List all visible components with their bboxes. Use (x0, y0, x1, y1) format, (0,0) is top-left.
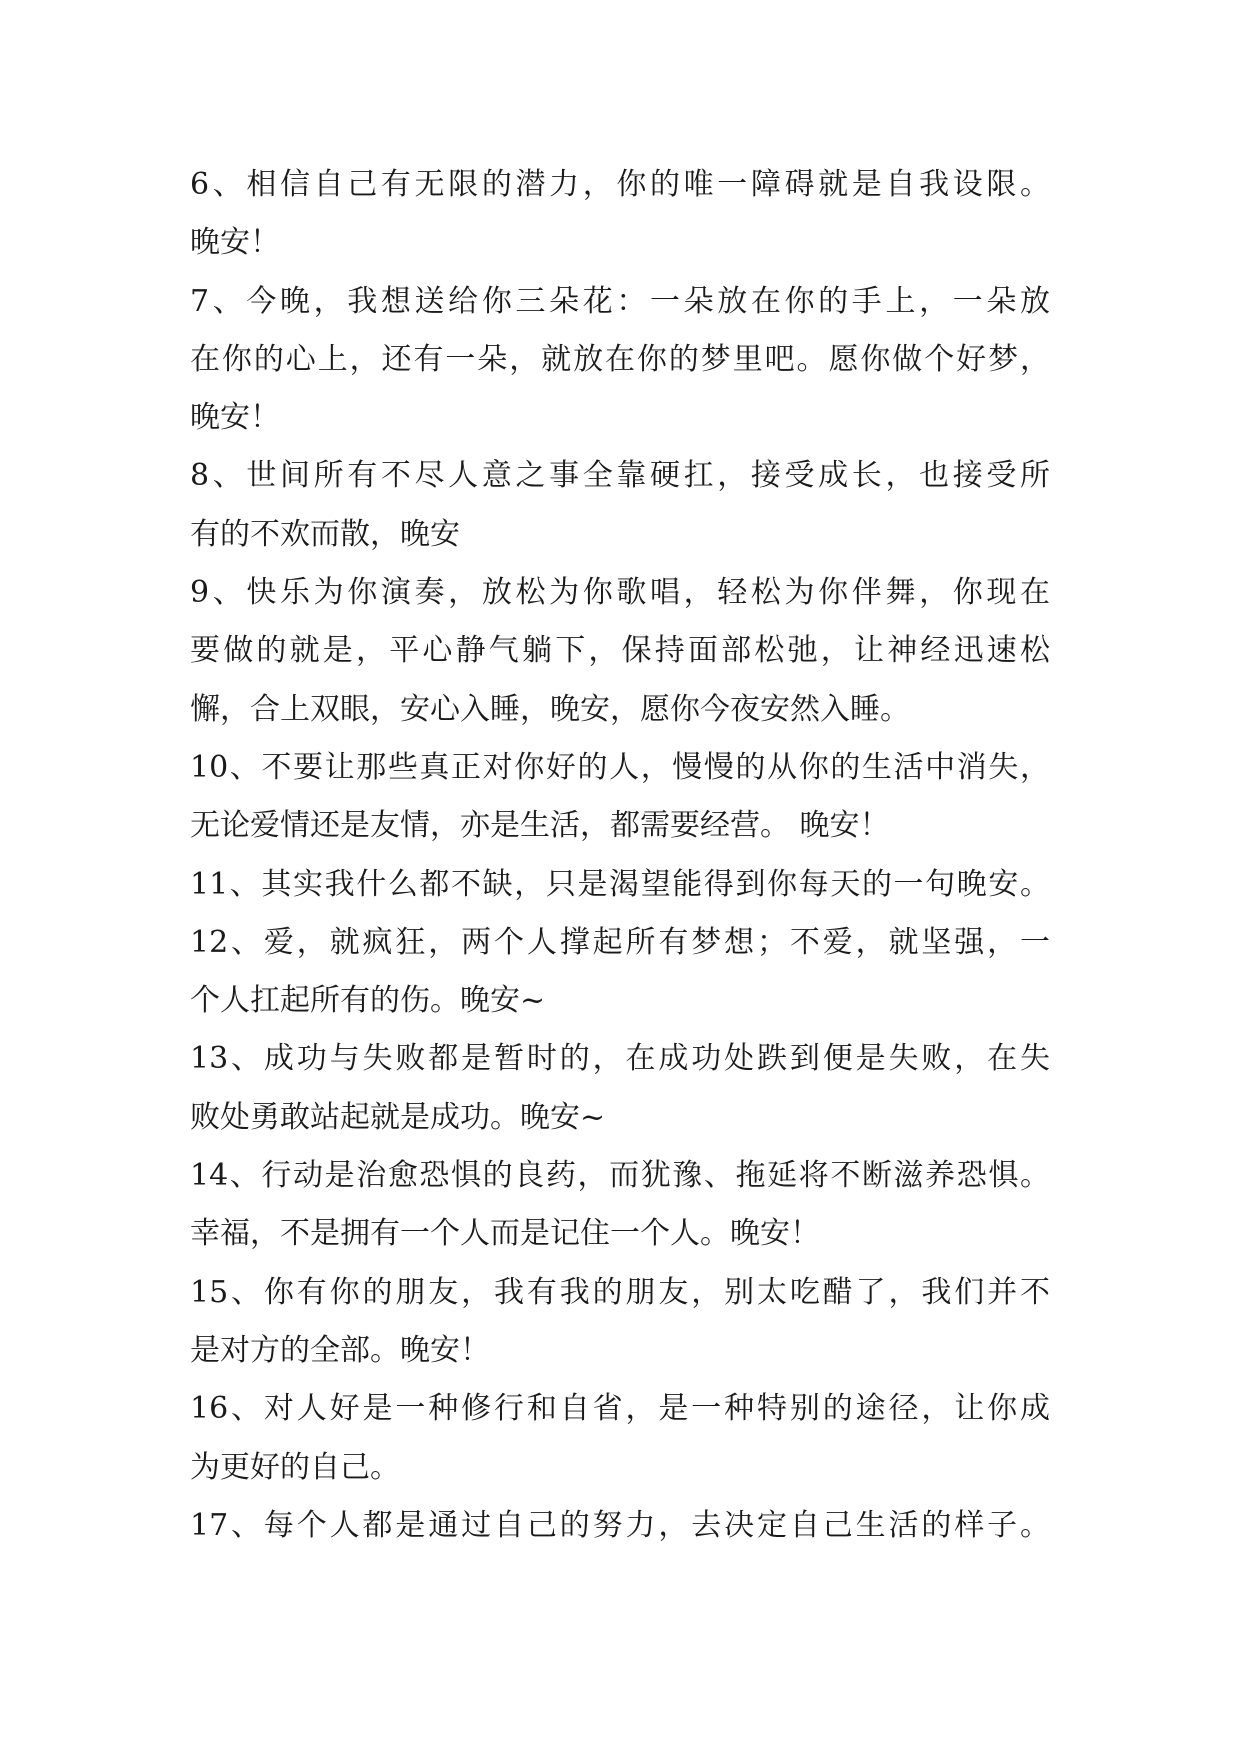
text-line: 有的不欢而散，晚安 (190, 516, 460, 552)
text-line: 14、行动是治愈恐惧的良药，而犹豫、拖延将不断滋养恐惧。 (190, 1158, 1050, 1194)
text-line: 12、爱，就疯狂，两个人撑起所有梦想；不爱，就坚强，一 (190, 924, 1050, 960)
document-body (190, 156, 1090, 1555)
text-line: 晚安！ (190, 225, 280, 261)
text-line: 要做的就是，平心静气躺下，保持面部松弛，让神经迅速松 (190, 633, 1050, 669)
text-line: 13、成功与失败都是暂时的，在成功处跌到便是失败，在失 (190, 1041, 1050, 1077)
text-line: 6、相信自己有无限的潜力，你的唯一障碍就是自我设限。 (190, 167, 1050, 202)
text-line: 17、每个人都是通过自己的努力，去决定自己生活的样子。 (190, 1507, 1050, 1543)
text-line: 无论爱情还是友情，亦是生活，都需要经营。 晚安！ (190, 808, 890, 844)
text-line: 9、快乐为你演奏，放松为你歌唱，轻松为你伴舞，你现在 (190, 575, 1050, 611)
text-line: 为更好的自己。 (190, 1449, 400, 1485)
text-line: 是对方的全部。晚安！ (190, 1332, 490, 1368)
text-line: 16、对人好是一种修行和自省，是一种特别的途径，让你成 (190, 1391, 1050, 1427)
text-line: 10、不要让那些真正对你好的人，慢慢的从你的生活中消失， (190, 749, 1050, 785)
text-line: 在你的心上，还有一朵，就放在你的梦里吧。愿你做个好梦， (190, 341, 1050, 377)
text-line: 8、世间所有不尽人意之事全靠硬扛，接受成长，也接受所 (190, 458, 1050, 494)
text-line: 15、你有你的朋友，我有我的朋友，别太吃醋了，我们并不 (190, 1274, 1050, 1310)
text-line: 个人扛起所有的伤。晚安~ (190, 983, 546, 1019)
text-line: 幸福，不是拥有一个人而是记住一个人。晚安！ (190, 1216, 820, 1252)
text-line: 懈，合上双眼，安心入睡，晚安，愿你今夜安然入睡。 (190, 691, 910, 727)
text-line: 7、今晚，我想送给你三朵花：一朵放在你的手上，一朵放 (190, 283, 1050, 319)
text-line: 败处勇敢站起就是成功。晚安~ (190, 1099, 606, 1135)
text-line: 11、其实我什么都不缺，只是渴望能得到你每天的一句晚安。 (190, 866, 1050, 902)
text-line: 晚安！ (190, 400, 280, 436)
